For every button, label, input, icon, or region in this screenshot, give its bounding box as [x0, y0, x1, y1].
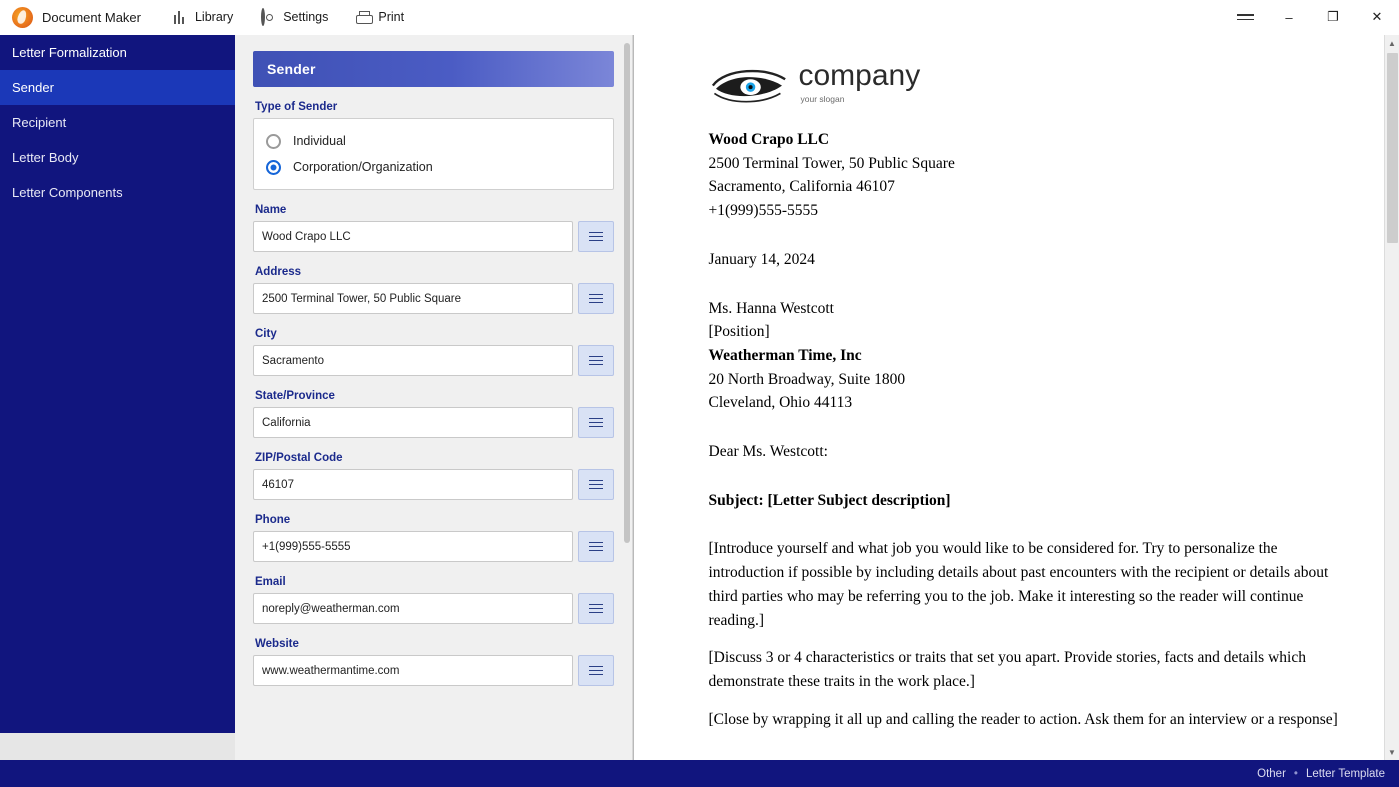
- doc-sender-address: 2500 Terminal Tower, 50 Public Square: [708, 154, 955, 172]
- doc-recipient-position: [Position]: [708, 323, 770, 341]
- sidebar-item-label: Letter Components: [12, 185, 123, 200]
- sidebar-item-label: Sender: [12, 80, 54, 95]
- sidebar-item-label: Letter Body: [12, 150, 79, 165]
- brand-name: company: [798, 59, 921, 92]
- sidebar-item-letter-body[interactable]: [0, 140, 235, 175]
- city-input[interactable]: Sacramento: [253, 345, 573, 376]
- type-of-sender-group: [253, 118, 614, 190]
- phone-label: Phone: [255, 514, 291, 526]
- scroll-up-icon[interactable]: ▲: [1388, 38, 1396, 48]
- city-menu-button[interactable]: [578, 345, 614, 376]
- zip-label: ZIP/Postal Code: [255, 452, 343, 464]
- library-icon: [173, 10, 188, 25]
- doc-date: January 14, 2024: [708, 250, 815, 268]
- doc-salutation: Dear Ms. Westcott:: [708, 443, 828, 461]
- letter-page: [643, 35, 1391, 760]
- app-brand: [0, 7, 159, 28]
- document-scrollbar[interactable]: [1384, 35, 1399, 760]
- address-input[interactable]: 2500 Terminal Tower, 50 Public Square: [253, 283, 573, 314]
- name-row: [253, 221, 614, 252]
- radio-option-individual[interactable]: [266, 128, 601, 154]
- gear-icon: [261, 10, 276, 25]
- phone-row: [253, 531, 614, 562]
- radio-label: Individual: [293, 134, 346, 148]
- address-menu-button[interactable]: [578, 283, 614, 314]
- email-input[interactable]: noreply@weatherman.com: [253, 593, 573, 624]
- spacer: [709, 512, 1357, 537]
- main-area: [0, 35, 1399, 760]
- doc-recipient-name: Ms. Hanna Westcott: [708, 299, 834, 317]
- state-menu-button[interactable]: [578, 407, 614, 438]
- minimize-button[interactable]: –: [1285, 9, 1293, 25]
- email-row: [253, 593, 614, 624]
- doc-recipient-address: 20 North Broadway, Suite 1800: [708, 370, 906, 388]
- doc-recipient-city-state: Cleveland, Ohio 44113: [708, 394, 853, 412]
- zip-input[interactable]: 46107: [253, 469, 573, 500]
- city-row: [253, 345, 614, 376]
- menu-print-label: Print: [378, 10, 405, 24]
- menu-library[interactable]: [159, 0, 247, 35]
- scroll-down-icon[interactable]: ▼: [1388, 747, 1396, 757]
- name-label: Name: [255, 204, 287, 216]
- sidebar-item-sender[interactable]: [0, 70, 235, 105]
- sender-form: [235, 35, 632, 696]
- brand-text: [799, 61, 921, 106]
- website-row: [253, 655, 614, 686]
- name-menu-button[interactable]: [578, 221, 614, 252]
- zip-row: [253, 469, 614, 500]
- document-preview-pane: [633, 35, 1399, 760]
- sidebar-item-label: Recipient: [12, 115, 67, 130]
- sidebar-footer-strip: [0, 733, 235, 760]
- type-of-sender-label: Type of Sender: [255, 101, 338, 113]
- sender-form-pane: [235, 35, 633, 760]
- address-row: [253, 283, 614, 314]
- form-section-title: Sender: [267, 61, 316, 77]
- window-controls: [1223, 0, 1399, 35]
- doc-subject: Subject: [Letter Subject description]: [708, 491, 951, 509]
- zip-menu-button[interactable]: [578, 469, 614, 500]
- spacer: [709, 415, 1357, 440]
- address-label: Address: [255, 266, 302, 278]
- sidebar-item-label: Letter Formalization: [12, 45, 127, 60]
- doc-sender-name: Wood Crapo LLC: [708, 131, 830, 148]
- website-label: Website: [255, 638, 299, 650]
- phone-menu-button[interactable]: [578, 531, 614, 562]
- doc-body-paragraph-3: [Close by wrapping it all up and calling the reader to action. Ask them for an interview or a response]: [708, 710, 1338, 728]
- email-menu-button[interactable]: [578, 593, 614, 624]
- close-button[interactable]: ✕: [1371, 9, 1383, 24]
- menu-library-label: Library: [194, 10, 234, 24]
- doc-recipient-company: Weatherman Time, Inc: [708, 346, 862, 364]
- website-menu-button[interactable]: [578, 655, 614, 686]
- radio-label: Corporation/Organization: [293, 160, 433, 174]
- hamburger-icon: [1237, 14, 1254, 20]
- status-template-name: Letter Template: [1305, 767, 1385, 780]
- status-category: Other: [1257, 767, 1286, 780]
- email-label: Email: [255, 576, 286, 588]
- state-label: State/Province: [255, 390, 335, 402]
- radio-icon: [266, 134, 281, 149]
- app-title: Document Maker: [42, 9, 141, 25]
- menu-print[interactable]: [342, 0, 418, 35]
- status-separator: •: [1293, 767, 1298, 780]
- spacer: [709, 464, 1357, 489]
- state-row: [253, 407, 614, 438]
- spacer: [709, 223, 1357, 248]
- doc-sender-city-state: Sacramento, California 46107: [708, 178, 895, 196]
- app-menu-button[interactable]: [1223, 0, 1267, 35]
- app-logo-icon: [12, 7, 33, 28]
- sidebar-item-letter-formalization[interactable]: [0, 35, 235, 70]
- menu-settings-label: Settings: [283, 10, 329, 24]
- doc-body-paragraph-2: [Discuss 3 or 4 characteristics or traits that set you apart. Provide stories, facts and details which demonstrate these traits in the work place.]: [708, 649, 1306, 690]
- eye-logo-icon: [709, 62, 789, 106]
- maximize-button[interactable]: ❐: [1327, 9, 1339, 24]
- form-scrollbar[interactable]: [624, 43, 630, 543]
- radio-option-corporation[interactable]: [266, 154, 601, 180]
- state-input[interactable]: California: [253, 407, 573, 438]
- scrollbar-thumb[interactable]: [1387, 53, 1398, 243]
- city-label: City: [255, 328, 277, 340]
- printer-icon: [356, 11, 371, 24]
- doc-sender-phone: +1(999)555-5555: [708, 202, 818, 220]
- menu-settings[interactable]: [247, 0, 342, 35]
- sidebar-item-letter-components[interactable]: [0, 175, 235, 210]
- website-input[interactable]: www.weathermantime.com: [253, 655, 573, 686]
- spacer: [709, 272, 1357, 297]
- phone-input[interactable]: +1(999)555-5555: [253, 531, 573, 562]
- title-bar: [0, 0, 1399, 35]
- name-input[interactable]: Wood Crapo LLC: [253, 221, 573, 252]
- sidebar: [0, 35, 235, 760]
- brand-slogan: your slogan: [800, 94, 845, 104]
- status-bar: [0, 760, 1399, 787]
- form-section-header: [253, 51, 614, 87]
- doc-body-paragraph-1: [Introduce yourself and what job you would like to be considered for. Try to personalize the introduction if possible by including details about past encounters with the recipient or details about third parties who may be referring you to the job. Make it interesting so the reader will continue reading.]: [708, 540, 1329, 629]
- sidebar-item-recipient[interactable]: [0, 105, 235, 140]
- letterhead: [709, 61, 1357, 106]
- radio-icon-selected: [266, 160, 281, 175]
